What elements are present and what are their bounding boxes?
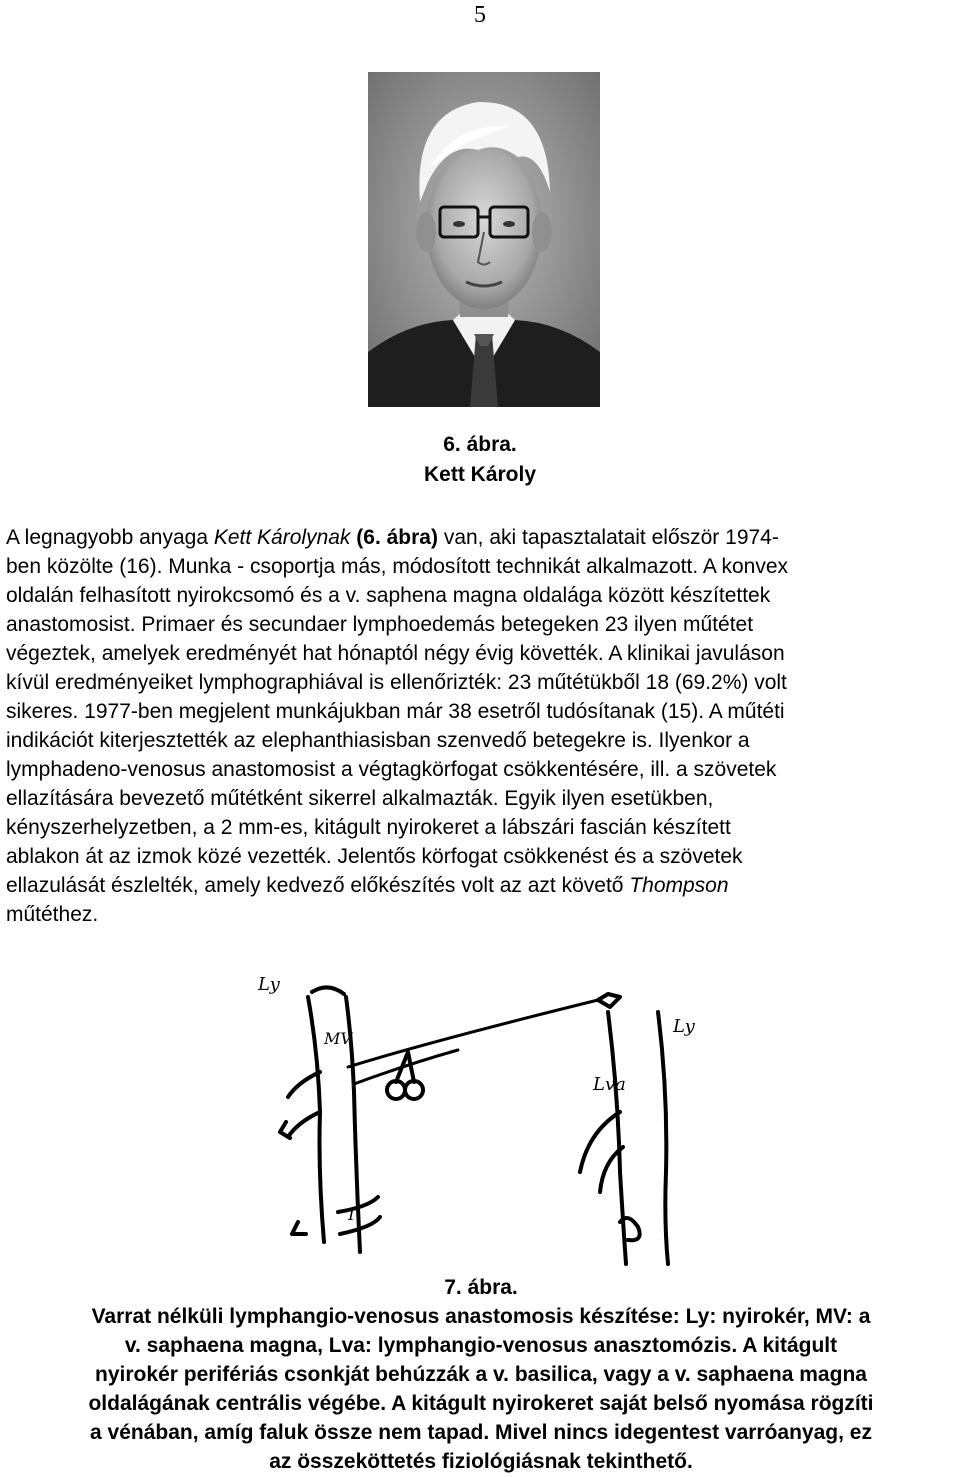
figure7-caption-line: v. saphaena magna, Lva: lymphangio-venosus anasztomózis. A kitágult: [124, 1334, 838, 1357]
body-paragraph: [6, 523, 954, 929]
body-line: A legnagyobb anyaga Kett Károlynak (6. ábra) van, aki tapasztalatait először 1974-: [6, 526, 779, 549]
portrait-photo: [368, 72, 600, 407]
body-line: anastomosist. Primaer és secundaer lymphoedemás betegeken 23 ilyen műtétet: [6, 613, 754, 636]
figure7-caption: [6, 1273, 956, 1476]
label-ly-left: Ly: [258, 974, 280, 995]
body-line: lymphadeno-venosus anastomosist a végtagkörfogat csökkentésére, ill. a szövetek: [6, 758, 777, 781]
label-lva: Lva: [593, 1074, 626, 1095]
figure7-caption-line: az összeköttetés fiziológiásnak tekinthető.: [269, 1450, 693, 1473]
body-line: műtéthez.: [6, 903, 99, 926]
label-mv: MV: [324, 1029, 352, 1048]
figure6-label: 6. ábra.: [443, 433, 517, 456]
figure6-caption: [0, 430, 960, 490]
body-line: ellazulását észlelték, amely kedvező előkészítés volt az azt követő Thompson: [6, 874, 729, 897]
body-line: ben közölte (16). Munka - csoportja más, módosított technikát alkalmazott. A konvex: [6, 555, 789, 578]
figure6-name: Kett Károly: [423, 463, 537, 486]
page-number: 5: [474, 2, 486, 28]
body-line: ellazítására bevezető műtétként sikerrel alkalmazták. Egyik ilyen esetükben,: [6, 787, 714, 810]
figure7-caption-line: nyirokér perifériás csonkját behúzzák a v. basilica, vagy a v. saphaena magna: [95, 1363, 867, 1386]
body-line: ablakon át az izmok közé vezették. Jelentős körfogat csökkenést és a szövetek: [6, 845, 743, 868]
body-line: végeztek, amelyek eredményét hat hónaptól négy évig követték. A klinikai javuláson: [6, 642, 785, 665]
body-line: oldalán felhasított nyirokcsomó és a v. saphena magna oldalága között készítettek: [6, 584, 771, 607]
anastomosis-sketch: [228, 972, 718, 1272]
body-line: sikeres. 1977-ben megjelent munkájukban már 38 esetről tudósítanak (15). A műtéti: [6, 700, 785, 723]
figure7-caption-line: Varrat nélküli lymphangio-venosus anastomosis készítése: Ly: nyirokér, MV: a: [91, 1305, 871, 1328]
body-line: kényszerhelyzetben, a 2 mm-es, kitágult nyirokeret a lábszári fascián készített: [6, 816, 731, 839]
figure7-caption-line: oldalágának centrális végébe. A kitágult nyirokeret saját belső nyomása rögzíti: [88, 1392, 874, 1415]
figure7-label: 7. ábra.: [444, 1276, 518, 1299]
body-line: kívül eredményeiket lymphographiával is ellenőrizték: 23 műtétükből 18 (69.2%) volt: [6, 671, 787, 694]
label-t: T: [346, 1205, 357, 1224]
figure7-caption-line: a vénában, amíg faluk össze nem tapad. Mivel nincs idegentest varróanyag, ez: [90, 1421, 872, 1444]
body-line: indikációt kiterjesztették az elephanthiasisban szenvedő betegekre is. Ilyenkor a: [6, 729, 750, 752]
label-ly-right: Ly: [673, 1016, 695, 1037]
